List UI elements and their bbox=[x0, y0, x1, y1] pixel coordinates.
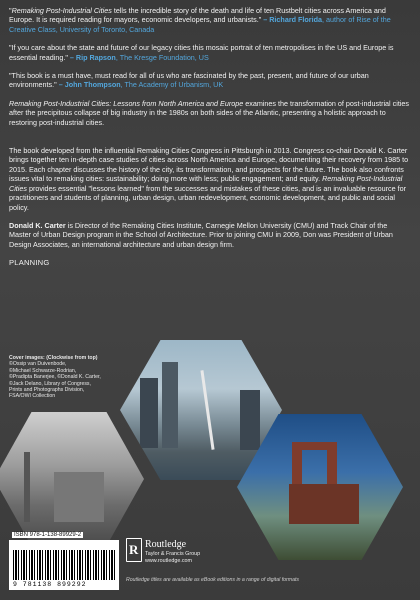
category-label: PLANNING bbox=[9, 258, 50, 268]
quote-3: "This book is a must have, must read for all of us who are fascinated by the past, present, and future of our urban environments." – John Thompson, The Academy of Urbanism, UK bbox=[9, 71, 369, 90]
author-bio: Donald K. Carter is Director of the Remaking Cities Institute, Carnegie Mellon University (CMU) and Track Chair of the Master of Urban Design program in the School of Architecture. Prior to joining CMU in 2009, Don was President of Urban Design Associates, an international architecture and urban design firm. bbox=[9, 220, 393, 249]
publisher-group: Taylor & Francis Group bbox=[145, 551, 201, 557]
image-credits: Cover images: (Clockwise from top) ©Ossip van Duivenbode, ©Michael Schwarze-Rodrian, ©Pradipta Banerjee, ©Donald K. Carter, ©Jack Delano, Library of Congress, Prints and Photographs Division, FSA/OWI Collection bbox=[9, 355, 101, 400]
quotes-block bbox=[9, 6, 411, 277]
routledge-logo-icon: R bbox=[126, 538, 142, 562]
barcode: 9 781138 899292 bbox=[9, 540, 119, 590]
quote-2: "If you care about the state and future of our legacy cities this mosaic portrait of ten metropolises in the US and Europe is essential reading." – Rip Rapson, The Kresge Foundation, US bbox=[9, 43, 394, 62]
publisher-name: Routledge bbox=[145, 539, 187, 550]
quote-1: "Remaking Post-Industrial Cities tells the incredible story of the death and life of ten Rustbelt cities across America and Europe. It is required reading for mayors, economic developers, and urbanists." – Richard Florida, author of Rise of the Creative Class, University of Toronto, Canada bbox=[9, 6, 391, 34]
barcode-bars bbox=[13, 550, 115, 580]
intro-paragraph: Remaking Post-Industrial Cities: Lessons from North America and Europe examines the transformation of post-industrial cities after the precipitous collapse of big industry in the 1980s on both sides of the Atlantic, presenting a holistic approach to restoring post-industrial cities. bbox=[9, 98, 410, 127]
body-paragraph: The book developed from the influential Remaking Cities Congress in Pittsburgh in 2013. Congress co-chair Donald K. Carter brings together ten in-depth case studies of cities across North America and Europe, documenting their recovery from 1985 to 2015. Each chapter discusses the history of the city, its transformation, and prospects for the future. The book also confronts issues vital to remaking cities: sustainability; doing more with less; public engagement; and equity. Remaking Post-Industrial Cities provides essential "lessons learned" from the successes and mistakes of these cities, and is an invaluable resource for practitioners and students of planning, urban design, urban redevelopment, economic development, and public and social policy. bbox=[9, 146, 409, 212]
ebook-note: Routledge titles are available as eBook editions in a range of digital formats bbox=[126, 577, 300, 583]
publisher-url[interactable]: www.routledge.com bbox=[145, 558, 193, 564]
photo-industrial-city bbox=[0, 412, 144, 546]
isbn: ISBN 978-1-138-89929-2 bbox=[14, 532, 82, 538]
